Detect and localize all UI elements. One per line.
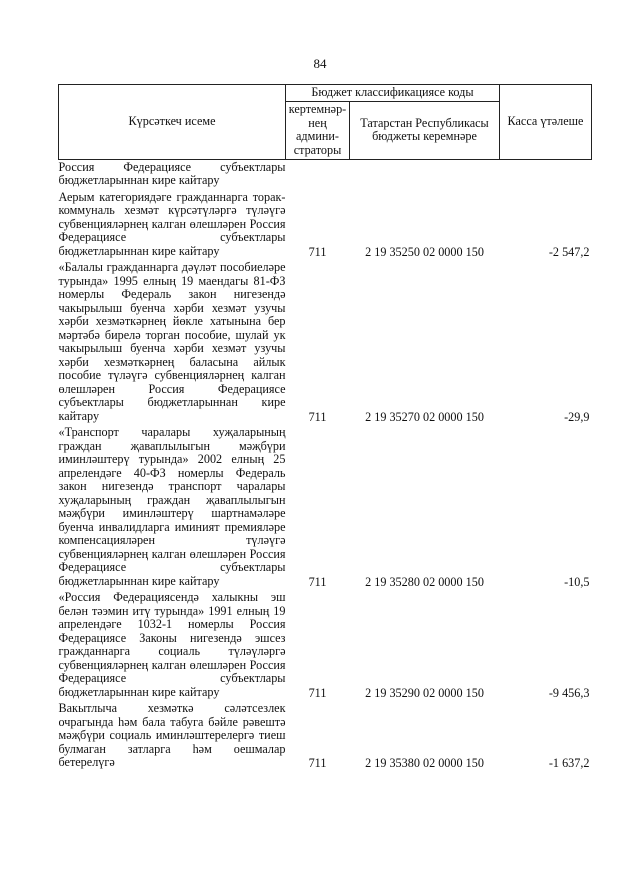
row-administrator-code — [286, 159, 350, 189]
row-administrator-code: 711 — [308, 574, 327, 589]
table-row — [59, 700, 592, 771]
row-budget-code: 2 19 35250 02 0000 150 — [365, 244, 484, 259]
row-cash-amount: -2 547,2 — [548, 244, 590, 259]
table-row — [59, 189, 592, 260]
row-budget-code: 2 19 35380 02 0000 150 — [365, 756, 484, 770]
header-tatarstan-budget: Татарстан Республикасы бюджеты керемнәре — [350, 101, 500, 159]
header-row-1 — [59, 85, 592, 102]
row-indicator-name: «Транспорт чаралары хуҗаларының граждан җаваплылыгын мәҗбүри иминләштерү турында» 2002 елның 25 апрелендәге 40-ФЗ номерлы Федераль закон нигезендә транспорт чаралары хуҗаларының граждан җаваплылыгын мәҗбүри иминләштерү шартнамәләре буенча инвалидларга иминият премияләре компенсацияләрен түләүгә субвенцияләрнең калган өлешләрен Россия Федерациясе субъектлары бюджетларыннан кире кайтару — [58, 425, 286, 588]
row-cash-amount: -1 637,2 — [548, 756, 590, 770]
row-cash-amount: -9 456,3 — [548, 685, 590, 700]
row-indicator-name: Аерым категориядәге гражданнарга торак-коммуналь хезмәт күрсәтүләргә түләүгә субвенцияләрнең калган өлешләрен Россия Федерациясе субъектлары бюджетларыннан кире кайтару — [58, 189, 286, 258]
table-row — [59, 159, 592, 189]
page-number: 84 — [313, 56, 327, 71]
row-cash-amount — [500, 159, 592, 189]
row-budget-code: 2 19 35270 02 0000 150 — [365, 409, 484, 424]
row-indicator-name: Вакытлыча хезмәткә сәләтсезлек очрагында һәм бала табуга бәйле рәвештә мәҗбүри социаль иминләштерелергә тиеш булмаган затларга һәм оешмалар бетерелүгә — [58, 701, 286, 769]
row-budget-code — [350, 159, 500, 189]
row-cash-amount: -29,9 — [564, 409, 590, 424]
header-administrators: кертемнәр-нең админи-страторы — [286, 101, 350, 159]
row-budget-code: 2 19 35280 02 0000 150 — [365, 574, 484, 589]
row-administrator-code: 711 — [308, 244, 327, 259]
row-administrator-code: 711 — [308, 756, 327, 770]
row-cash-amount: -10,5 — [564, 574, 590, 589]
header-budget-codes: Бюджет классификациясе коды — [286, 85, 500, 102]
row-administrator-code: 711 — [308, 409, 327, 424]
table-row — [59, 589, 592, 700]
row-budget-code: 2 19 35290 02 0000 150 — [365, 685, 484, 700]
budget-table — [58, 84, 592, 771]
table-row — [59, 259, 592, 424]
row-administrator-code: 711 — [308, 685, 327, 700]
row-indicator-name: «Балалы гражданнарга дәүләт пособиеләре турында» 1995 елның 19 маендагы 81-ФЗ номерлы Федераль закон нигезендә чакырылыш буенча хәрби хезмәт узучы хәрби хезмәткәрнең йөкле хатынына бер мәртәбә бирелә торган пособие, шулай ук чакырылыш буенча хәрби хезмәт узучы хәрби хезмәткәрнең баласына айлык пособие түләүгә субвенцияләрнең калган өлешләрен Россия Федерациясе субъектлары бюджетларыннан кире кайтару — [58, 260, 286, 423]
header-indicator-name: Күрсәткеч исеме — [59, 85, 286, 160]
row-indicator-name: «Россия Федерациясендә халыкны эш белән тәэмин итү турында» 1991 елның 19 апрелендәге 1032-1 номерлы Россия Федерациясе Законы нигезендә эшсез гражданнарга социаль түләүләргә субвенцияләрнең калган өлешләрен Россия Федерациясе субъектлары бюджетларыннан кире кайтару — [58, 590, 286, 699]
header-cash-execution: Касса үтәлеше — [500, 85, 592, 160]
table-row — [59, 424, 592, 589]
row-indicator-name: Россия Федерациясе субъектлары бюджетларыннан кире кайтару — [58, 159, 286, 187]
